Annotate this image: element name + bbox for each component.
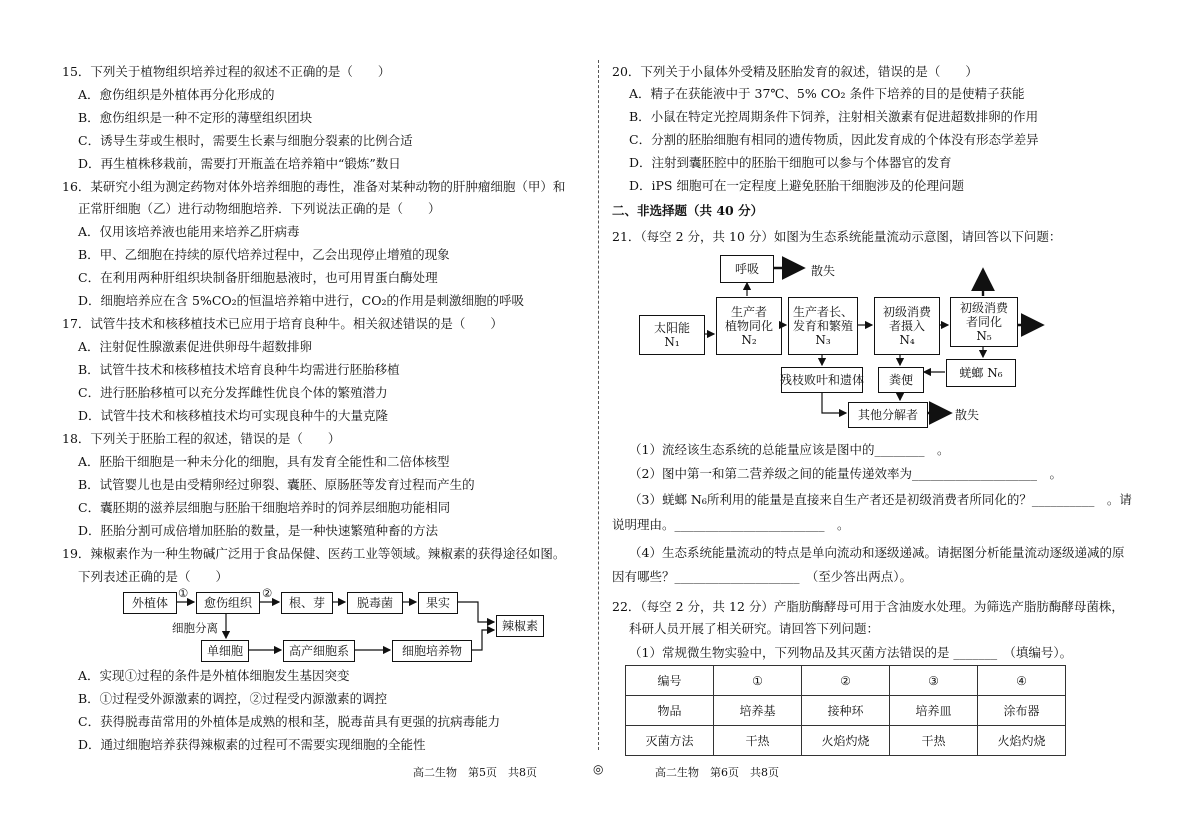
table-cell: 编号 xyxy=(626,666,714,696)
energy-loss-1: 散失 xyxy=(811,264,836,278)
table-cell: 物品 xyxy=(626,696,714,726)
q19-option-d: D．通过细胞培养获得辣椒素的过程可不需要实现细胞的全能性 xyxy=(78,737,426,752)
q17-option-a: A．注射促性腺激素促进供卵母牛超数排卵 xyxy=(78,339,313,354)
energy-sun-label: 太阳能 xyxy=(653,321,690,335)
q15-option-a: A．愈伤组织是外植体再分化形成的 xyxy=(78,87,275,102)
q21-part4-cont: 因有哪些？____________________ （至少答出两点）。 xyxy=(612,569,913,584)
q16-stem-cont: 正常肝细胞（乙）进行动物细胞培养．下列说法正确的是（ ） xyxy=(78,201,441,216)
energy-sun-n: N₁ xyxy=(664,335,680,349)
table-row xyxy=(626,696,1066,726)
energy-assim-label: 生产者 xyxy=(730,305,767,319)
q18-option-c: C．囊胚期的滋养层细胞与胚胎干细胞培养时的饲养层细胞功能相同 xyxy=(78,500,451,515)
table-cell: 灭菌方法 xyxy=(626,726,714,756)
q21-part1: （1）流经该生态系统的总能量应该是图中的________ 。 xyxy=(629,442,950,457)
table-cell: ① xyxy=(714,666,802,696)
energy-intake-n: N₄ xyxy=(899,333,915,347)
q15-option-b: B．愈伤组织是一种不定形的薄壁组织团块 xyxy=(78,110,313,125)
q18-option-d: D．胚胎分割可成倍增加胚胎的数量，是一种快速繁殖种畜的方法 xyxy=(78,523,439,538)
q17-option-c: C．进行胚胎移植可以充分发挥雌性优良个体的繁殖潜力 xyxy=(78,385,388,400)
q17-option-b: B．试管牛技术和核移植技术培育良种牛均需进行胚胎移植 xyxy=(78,362,400,377)
q20-option-b: B．小鼠在特定光控周期条件下饲养，注射相关激素有促进超数排卵的作用 xyxy=(629,109,1039,124)
flow-box-cell-culture: 细胞培养物 xyxy=(392,640,472,662)
flow-box-high-yield-line: 高产细胞系 xyxy=(283,640,355,662)
table-row xyxy=(626,666,1066,696)
q22-stem-cont: 科研人员开展了相关研究。请回答下列问题： xyxy=(629,621,880,636)
energy-assim-n: N₂ xyxy=(741,333,757,347)
q21-part3-cont: 说明理由。________________________ 。 xyxy=(612,517,850,532)
flow-sep-label: 细胞分离 xyxy=(172,621,218,635)
q18-stem: 18．下列关于胚胎工程的叙述，错误的是（ ） xyxy=(62,431,341,446)
q16-option-b: B．甲、乙细胞在持续的原代培养过程中，乙会出现停止增殖的现象 xyxy=(78,247,450,262)
q19-stem-cont: 下列表述正确的是（ ） xyxy=(78,569,229,584)
table-cell: ② xyxy=(802,666,890,696)
q21-stem: 21．（每空 2 分，共 10 分）如图为生态系统能量流动示意图，请回答以下问题： xyxy=(612,229,1062,244)
table-cell: 火焰灼烧 xyxy=(802,726,890,756)
binding-mark: ◎ xyxy=(593,762,604,776)
flow-box-capsaicin: 辣椒素 xyxy=(496,615,544,637)
q20-option-c: C．分割的胚胎细胞有相同的遗传物质，因此发育成的个体没有形态学差异 xyxy=(629,132,1039,147)
table-cell: 接种环 xyxy=(802,696,890,726)
energy-cassim-label2: 者同化 xyxy=(965,315,1002,329)
sterilization-table xyxy=(625,665,1066,756)
table-cell: 干热 xyxy=(890,726,978,756)
q21-part3: （3）蜣螂 N₆所利用的能量是直接来自生产者还是初级消费者所同化的？__________ 。请 xyxy=(629,492,1132,507)
flow-box-root-bud: 根、芽 xyxy=(281,592,333,614)
flow-step-2: ② xyxy=(262,586,273,600)
flow-step-1: ① xyxy=(178,586,189,600)
q22-part1: （1）常规微生物实验中，下列物品及其灭菌方法错误的是 _______ （填编号）。 xyxy=(629,645,1073,660)
energy-box-feces: 粪便 xyxy=(878,367,924,393)
q17-stem: 17．试管牛技术和核移植技术已应用于培育良种牛。相关叙述错误的是（ ） xyxy=(62,316,503,331)
energy-grow-label2: 发育和繁殖 xyxy=(792,319,853,333)
q19-option-a: A．实现①过程的条件是外植体细胞发生基因突变 xyxy=(78,668,350,683)
right-page-footer: 高二生物 第6页 共8页 xyxy=(655,766,779,779)
energy-box-respiration: 呼吸 xyxy=(720,255,774,283)
flow-box-callus: 愈伤组织 xyxy=(196,592,260,614)
table-cell: ④ xyxy=(978,666,1066,696)
left-page-footer: 高二生物 第5页 共8页 xyxy=(413,766,537,779)
flow-box-virus-free: 脱毒菌 xyxy=(347,592,403,614)
table-cell: 涂布器 xyxy=(978,696,1066,726)
table-cell: 培养基 xyxy=(714,696,802,726)
energy-box-dung-beetle: 蜣螂 N₆ xyxy=(946,359,1016,387)
flow-box-explant: 外植体 xyxy=(123,592,177,614)
table-cell: 干热 xyxy=(714,726,802,756)
energy-cassim-n: N₅ xyxy=(976,329,992,343)
energy-loss-2: 散失 xyxy=(955,408,980,422)
q21-part4: （4）生态系统能量流动的特点是单向流动和逐级递减。请据图分析能量流动逐级递减的原 xyxy=(629,545,1125,560)
table-row xyxy=(626,726,1066,756)
energy-assim-label2: 植物同化 xyxy=(724,319,773,333)
q19-option-b: B．①过程受外源激素的调控，②过程受内源激素的调控 xyxy=(78,691,388,706)
q16-option-c: C．在利用两种肝组织块制备肝细胞悬液时，也可用胃蛋白酶处理 xyxy=(78,270,438,285)
q15-option-c: C．诱导生芽或生根时，需要生长素与细胞分裂素的比例合适 xyxy=(78,133,413,148)
table-cell: 培养皿 xyxy=(890,696,978,726)
q15-stem: 15．下列关于植物组织培养过程的叙述不正确的是（ ） xyxy=(62,64,391,79)
q22-stem: 22．（每空 2 分，共 12 分）产脂肪酶酵母可用于含油废水处理。为筛选产脂肪酶酵母菌株， xyxy=(612,599,1124,614)
q20-option-d: D．注射到囊胚腔中的胚胎干细胞可以参与个体器官的发育 xyxy=(629,155,952,170)
q16-stem: 16．某研究小组为测定药物对体外培养细胞的毒性，准备对某种动物的肝肿瘤细胞（甲）和 xyxy=(62,179,566,194)
q17-option-d: D．试管牛技术和核移植技术均可实现良种牛的大量克隆 xyxy=(78,408,389,423)
energy-intake-label: 初级消费 xyxy=(882,305,931,319)
energy-intake-label2: 者摄入 xyxy=(888,319,925,333)
q16-option-d: D．细胞培养应在含 5%CO₂的恒温培养箱中进行，CO₂的作用是刺激细胞的呼吸 xyxy=(78,293,524,308)
table-cell: ③ xyxy=(890,666,978,696)
energy-grow-n: N₃ xyxy=(815,333,831,347)
q20-option-d2: D．iPS 细胞可在一定程度上避免胚胎干细胞涉及的伦理问题 xyxy=(629,178,964,193)
section-heading: 二、非选择题（共 40 分） xyxy=(612,203,764,218)
q15-option-d: D．再生植株移栽前，需要打开瓶盖在培养箱中“锻炼”数日 xyxy=(78,156,401,171)
q19-option-c: C．获得脱毒苗常用的外植体是成熟的根和茎，脱毒苗具有更强的抗病毒能力 xyxy=(78,714,501,729)
q20-stem: 20．下列关于小鼠体外受精及胚胎发育的叙述，错误的是（ ） xyxy=(612,64,978,79)
energy-box-decomposers: 其他分解者 xyxy=(848,402,928,428)
table-cell: 火焰灼烧 xyxy=(978,726,1066,756)
q20-option-a: A．精子在获能液中于 37℃、5% CO₂ 条件下培养的目的是使精子获能 xyxy=(629,86,1025,101)
q19-stem: 19．辣椒素作为一种生物碱广泛用于食品保健、医药工业等领域。辣椒素的获得途径如图。 xyxy=(62,546,566,561)
flow-box-fruit: 果实 xyxy=(418,592,458,614)
energy-grow-label: 生产者长、 xyxy=(792,305,853,319)
q18-option-a: A．胚胎干细胞是一种未分化的细胞，具有发育全能性和二倍体核型 xyxy=(78,454,450,469)
energy-box-litter: 残枝败叶和遗体 xyxy=(781,367,863,393)
q18-option-b: B．试管婴儿也是由受精卵经过卵裂、囊胚、原肠胚等发育过程而产生的 xyxy=(78,477,475,492)
q16-option-a: A．仅用该培养液也能用来培养乙肝病毒 xyxy=(78,224,300,239)
q21-part2: （2）图中第一和第二营养级之间的能量传递效率为____________________ 。 xyxy=(629,466,1062,481)
energy-cassim-label: 初级消费 xyxy=(959,301,1008,315)
flow-box-single-cell: 单细胞 xyxy=(201,640,249,662)
